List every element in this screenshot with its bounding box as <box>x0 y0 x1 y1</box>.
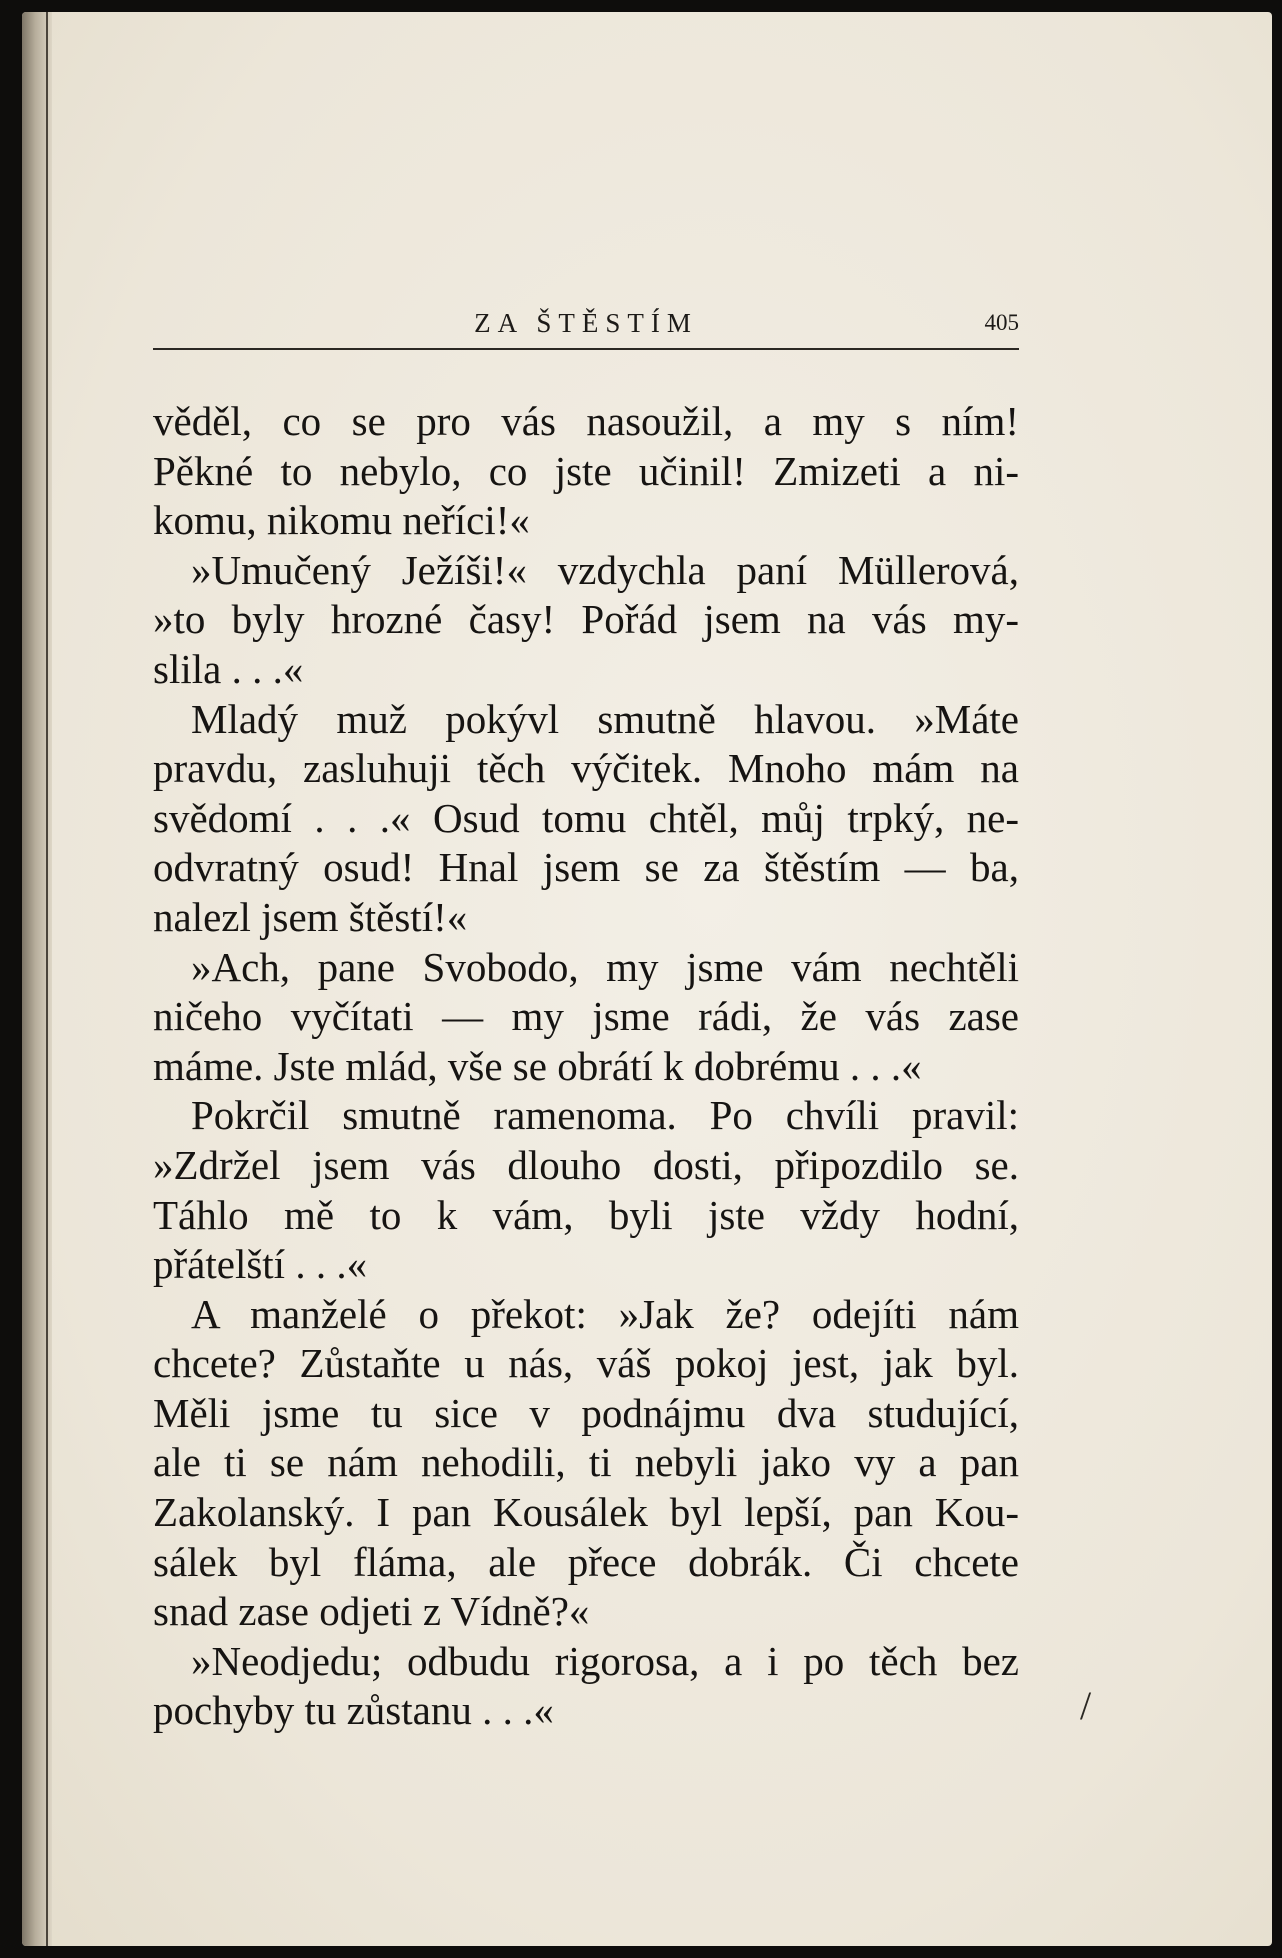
text-line: »Ach, pane Svobodo, my jsme vám nechtěli <box>191 943 1019 990</box>
body-text <box>153 397 1019 1736</box>
text-line: A manželé o překot: »Jak že? odejíti nám <box>191 1290 1019 1337</box>
text-line: svědomí . . .« Osud tomu chtěl, můj trpký, ne- <box>153 794 1019 841</box>
text-line: odvratný osud! Hnal jsem se za štěstím — ba, <box>153 844 1019 891</box>
book-page <box>22 12 1272 1946</box>
text-line: sálek byl fláma, ale přece dobrák. Či chcete <box>153 1538 1019 1585</box>
running-head <box>153 308 1019 350</box>
text-line: slila . . .« <box>153 645 304 692</box>
text-line: »to byly hrozné časy! Pořád jsem na vás my- <box>153 596 1019 643</box>
text-line: »Neodjedu; odbudu rigorosa, a i po těch bez <box>191 1637 1019 1684</box>
text-line: ale ti se nám nehodili, ti nebyli jako vy a pan <box>153 1439 1019 1486</box>
stray-ink-mark: / <box>1080 1683 1092 1728</box>
text-line: chcete? Zůstaňte u nás, váš pokoj jest, jak byl. <box>153 1340 1019 1387</box>
text-line: věděl, co se pro vás nasoužil, a my s ním! <box>153 398 1019 444</box>
text-line: Mladý muž pokývl smutně hlavou. »Máte <box>191 695 1019 742</box>
text-line: Táhlo mě to k vám, byli jste vždy hodní, <box>153 1191 1019 1238</box>
chapter-title: ZA ŠTĚSTÍM <box>474 308 698 338</box>
text-line: Zakolanský. I pan Kousálek byl lepší, pan Kou- <box>153 1489 1019 1536</box>
text-line: pochyby tu zůstanu . . .« <box>153 1687 554 1734</box>
text-line: pravdu, zasluhuji těch výčitek. Mnoho mám na <box>153 745 1019 792</box>
text-line: máme. Jste mlád, vše se obrátí k dobrému . . .« <box>153 1042 922 1089</box>
text-line: »Zdržel jsem vás dlouho dosti, připozdilo se. <box>153 1141 1019 1188</box>
text-line: snad zase odjeti z Vídně?« <box>153 1588 590 1635</box>
text-line: nalezl jsem štěstí!« <box>153 893 468 940</box>
text-line: ničeho vyčítati — my jsme rádi, že vás zase <box>153 993 1019 1040</box>
text-line: »Umučený Ježíši!« vzdychla paní Müllerová, <box>191 546 1019 593</box>
text-line: komu, nikomu neříci!« <box>153 497 530 544</box>
gutter-line <box>46 12 48 1946</box>
text-line: přátelští . . .« <box>153 1241 368 1288</box>
text-line: Pokrčil smutně ramenoma. Po chvíli pravil: <box>191 1092 1019 1139</box>
page-number: 405 <box>984 310 1019 335</box>
text-line: Pěkné to nebylo, co jste učinil! Zmizeti a ni- <box>153 447 1019 494</box>
text-line: Měli jsme tu sice v podnájmu dva studující, <box>153 1389 1019 1436</box>
